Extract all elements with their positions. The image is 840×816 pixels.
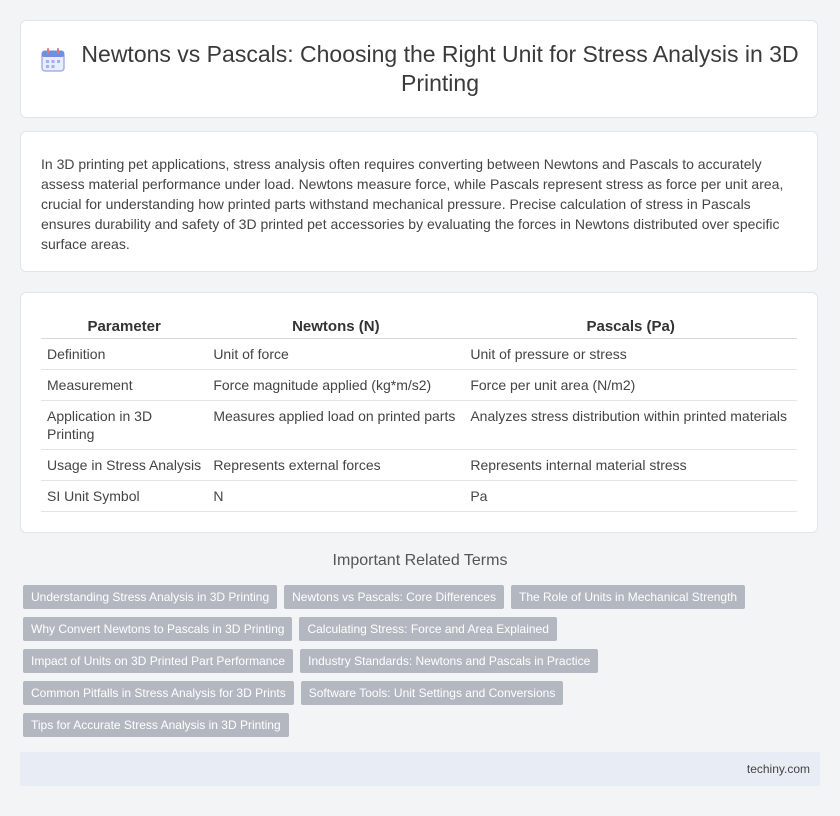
related-term-tag[interactable]: Tips for Accurate Stress Analysis in 3D Printing — [23, 713, 289, 737]
table-cell: Unit of pressure or stress — [464, 339, 797, 370]
related-term-tag[interactable]: Software Tools: Unit Settings and Conversions — [301, 681, 564, 705]
table-cell: Application in 3D Printing — [41, 401, 207, 450]
related-term-tag[interactable]: Common Pitfalls in Stress Analysis for 3D Prints — [23, 681, 294, 705]
related-term-tag[interactable]: Industry Standards: Newtons and Pascals in Practice — [300, 649, 598, 673]
comparison-card — [20, 292, 818, 533]
table-cell: Represents internal material stress — [464, 450, 797, 481]
column-header: Newtons (N) — [207, 313, 464, 339]
column-header: Pascals (Pa) — [464, 313, 797, 339]
comparison-table — [41, 313, 797, 512]
table-cell: Measurement — [41, 370, 207, 401]
table-cell: Represents external forces — [207, 450, 464, 481]
related-term-tag[interactable]: The Role of Units in Mechanical Strength — [511, 585, 745, 609]
related-term-tag[interactable]: Understanding Stress Analysis in 3D Printing — [23, 585, 277, 609]
related-term-tag[interactable]: Why Convert Newtons to Pascals in 3D Printing — [23, 617, 292, 641]
header-card — [20, 20, 818, 118]
table-cell: Force magnitude applied (kg*m/s2) — [207, 370, 464, 401]
related-term-tag[interactable]: Newtons vs Pascals: Core Differences — [284, 585, 504, 609]
related-term-tag[interactable]: Calculating Stress: Force and Area Explained — [299, 617, 556, 641]
table-cell: Pa — [464, 481, 797, 512]
table-row — [41, 450, 797, 481]
related-terms-heading: Important Related Terms — [332, 552, 508, 569]
table-cell: Definition — [41, 339, 207, 370]
column-header: Parameter — [41, 313, 207, 339]
table-row — [41, 401, 797, 450]
table-cell: Analyzes stress distribution within printed materials — [464, 401, 797, 450]
table-row — [41, 370, 797, 401]
intro-card — [20, 131, 818, 272]
table-cell: SI Unit Symbol — [41, 481, 207, 512]
table-header-row — [41, 313, 797, 339]
page-title: Newtons vs Pascals: Choosing the Right Unit for Stress Analysis in 3D Printing — [81, 41, 799, 96]
table-cell: N — [207, 481, 464, 512]
table-row — [41, 481, 797, 512]
table-cell: Measures applied load on printed parts — [207, 401, 464, 450]
intro-text: In 3D printing pet applications, stress analysis often requires converting between Newtons and Pascals to accurately assess material performance under load. Newtons measure force, while Pascals represent stress as force per unit area, crucial for understanding how printed parts withstand mechanical pressure. Precise calculation of stress in Pascals ensures durability and safety of 3D printed pet accessories by evaluating the forces in Newtons distributed over specific surface areas. — [41, 156, 784, 252]
table-cell: Unit of force — [207, 339, 464, 370]
related-terms-list — [23, 585, 823, 737]
table-cell: Usage in Stress Analysis — [41, 450, 207, 481]
calendar-icon — [39, 46, 67, 74]
table-cell: Force per unit area (N/m2) — [464, 370, 797, 401]
footer-site-link[interactable]: techiny.com — [746, 762, 810, 776]
footer — [20, 752, 820, 786]
related-term-tag[interactable]: Impact of Units on 3D Printed Part Performance — [23, 649, 293, 673]
table-row — [41, 339, 797, 370]
